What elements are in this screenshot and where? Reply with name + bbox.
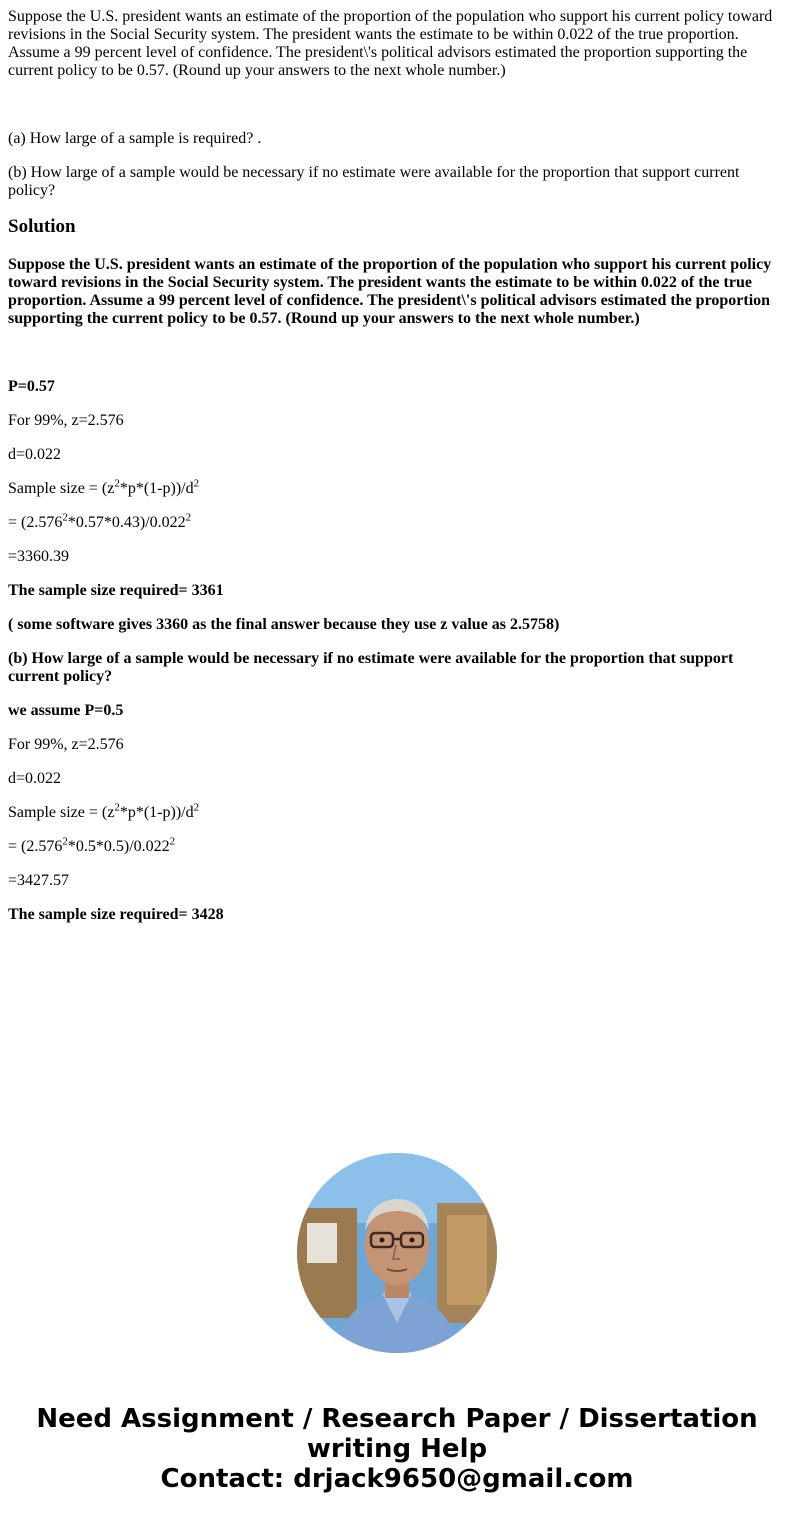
exponent: 2 <box>114 801 120 814</box>
margin-a: d=0.022 <box>8 446 62 463</box>
solution-heading: Solution <box>8 216 76 237</box>
calc-text: = (2.576 <box>8 514 63 531</box>
banner-contact-line: Contact: drjack9650@gmail.com <box>160 1464 634 1494</box>
proportion-a: P=0.57 <box>8 378 55 395</box>
avatar-photo <box>297 1153 497 1353</box>
calculation-a <box>8 511 786 532</box>
calc-text: *0.57*0.43)/0.022 <box>67 514 186 531</box>
assumption-b: we assume P=0.5 <box>8 702 124 719</box>
exponent: 2 <box>114 477 120 490</box>
exponent: 2 <box>193 477 200 490</box>
formula-text: Sample size = (z <box>8 480 115 497</box>
question-b-restated: (b) How large of a sample would be necessary if no estimate were available for the proportion that support current policy? <box>8 650 734 685</box>
calc-text: *0.5*0.5)/0.022 <box>67 838 170 855</box>
exponent: 2 <box>62 835 68 848</box>
result-a: =3360.39 <box>8 548 70 565</box>
solution-restated-question: Suppose the U.S. president wants an estimate of the proportion of the population who support his current policy toward revisions in the Social Security system. The president wants the estimate to be within 0.022 of the true proportion. Assume a 99 percent level of confidence. The president\'s political advisors estimated the proportion supporting the current policy to be 0.57. (Round up your answers to the next whole number.) <box>8 256 772 327</box>
margin-b: d=0.022 <box>8 770 62 787</box>
exponent: 2 <box>193 801 200 814</box>
spacer <box>8 96 786 130</box>
answer-a: The sample size required= 3361 <box>8 582 224 599</box>
question-part-b: (b) How large of a sample would be necessary if no estimate were available for the proportion that support current policy? <box>8 164 740 199</box>
calculation-b <box>8 835 786 856</box>
spacer <box>8 344 786 378</box>
note-a: ( some software gives 3360 as the final answer because they use z value as 2.5758) <box>8 616 560 633</box>
calc-text: = (2.576 <box>8 838 63 855</box>
result-b: =3427.57 <box>8 872 70 889</box>
z-value-a: For 99%, z=2.576 <box>8 412 124 429</box>
contact-banner <box>0 1404 794 1494</box>
formula-text: *p*(1-p))/d <box>119 480 194 497</box>
question-intro: Suppose the U.S. president wants an estimate of the proportion of the population who support his current policy toward revisions in the Social Security system. The president wants the estimate to be within 0.022 of the true proportion. Assume a 99 percent level of confidence. The president\'s political advisors estimated the proportion supporting the current policy to be 0.57. (Round up your answers to the next whole number.) <box>8 8 773 79</box>
question-part-a: (a) How large of a sample is required? . <box>8 130 262 147</box>
formula-text: *p*(1-p))/d <box>119 804 194 821</box>
formula-a <box>8 477 786 498</box>
z-value-b: For 99%, z=2.576 <box>8 736 124 753</box>
exponent: 2 <box>169 835 176 848</box>
banner-line-2: writing Help <box>306 1434 488 1464</box>
exponent: 2 <box>62 511 68 524</box>
answer-b: The sample size required= 3428 <box>8 906 224 923</box>
formula-text: Sample size = (z <box>8 804 115 821</box>
banner-line-1: Need Assignment / Research Paper / Dissertation <box>36 1404 758 1434</box>
formula-b <box>8 801 786 822</box>
tutor-avatar <box>297 1153 497 1353</box>
exponent: 2 <box>185 511 192 524</box>
